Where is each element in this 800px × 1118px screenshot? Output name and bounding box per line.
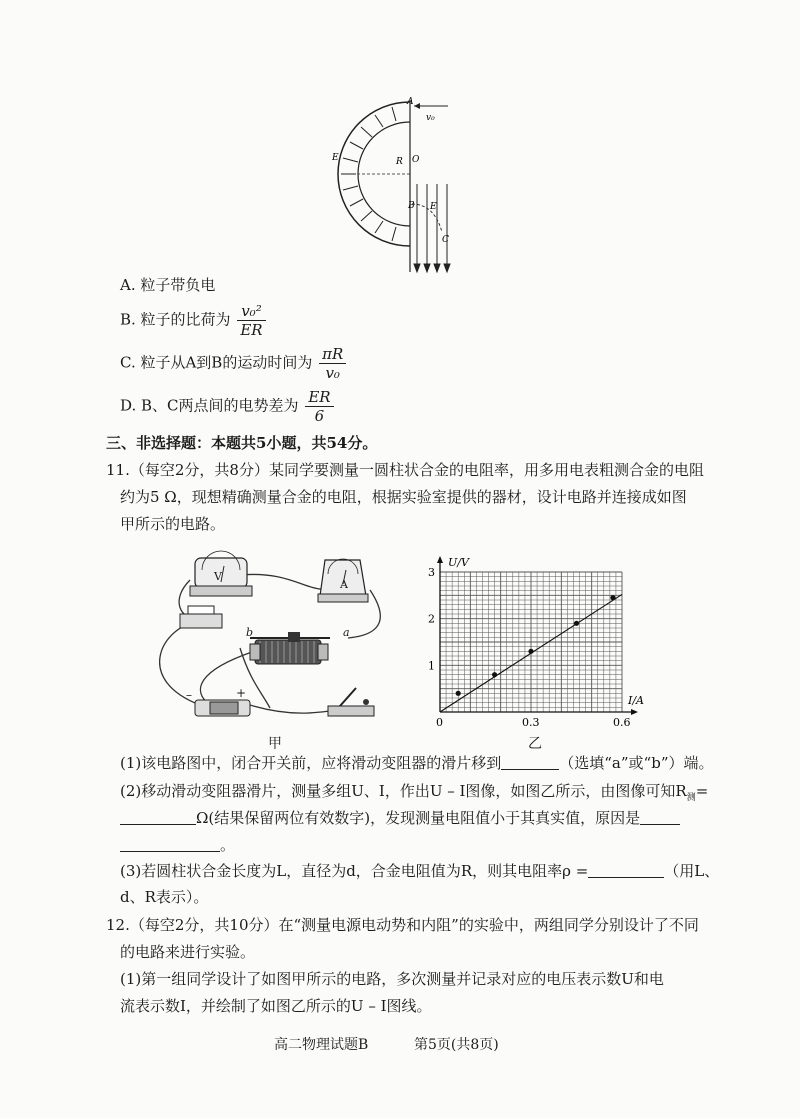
- q12-line4: 流表示数I，并绘制了如图乙所示的U – I图线。: [120, 997, 432, 1015]
- rheostat: [250, 632, 330, 664]
- option-b-fraction: [237, 302, 265, 339]
- q11-p2: [120, 780, 708, 803]
- option-b-text: B. 粒子的比荷为: [120, 310, 231, 329]
- label-r: R: [396, 157, 403, 167]
- circuit-label-a: A: [340, 578, 348, 591]
- x-tick-label: 0.3: [522, 716, 540, 729]
- battery: [195, 700, 250, 716]
- option-d-num: ER: [305, 388, 333, 407]
- fig-yi-caption: 乙: [528, 736, 542, 752]
- q11-p2-line2: [120, 807, 680, 828]
- footer-subject: 高二物理试题B: [274, 1037, 369, 1053]
- option-b-num: v₀²: [237, 302, 265, 321]
- q11-p1-text-b: （选填“a”或“b”）端。: [559, 754, 714, 772]
- label-b: B: [408, 201, 415, 211]
- data-point: [456, 691, 461, 696]
- x-tick-label: 0.6: [613, 716, 631, 729]
- label-e-left: E: [332, 153, 339, 163]
- option-d-den: 6: [314, 407, 325, 425]
- switch: [328, 688, 374, 716]
- q11-p1: [120, 752, 714, 773]
- q11-p3-line2: d、R表示）。: [120, 888, 209, 906]
- label-v0: v₀: [426, 113, 435, 123]
- q11-p2-text-b: Ω(结果保留两位有效数字)，发现测量电阻值小于其真实值，原因是: [196, 809, 641, 827]
- footer-page: 第5页(共8页): [414, 1037, 499, 1053]
- q12-line1: 12.（每空2分，共10分）在“测量电源电动势和内阻”的实验中，两组同学分别设计了不同: [106, 916, 699, 934]
- q11-p3: [120, 860, 719, 881]
- q11-p2-text-a: (2)移动滑动变阻器滑片，测量多组U、I，作出U – I图像，如图乙所示，由图像可知R: [120, 782, 687, 800]
- circuit-label-v: V: [214, 570, 222, 583]
- option-c: [120, 345, 346, 382]
- y-axis-arrow: [437, 556, 443, 563]
- x-tick-label: 0: [436, 716, 443, 729]
- q11-p3-text-b: （用L、: [664, 862, 720, 880]
- x-axis-arrow: [631, 709, 638, 715]
- option-b: [120, 302, 266, 339]
- data-point: [492, 672, 497, 677]
- circuit-label-b: b: [246, 626, 254, 639]
- y-tick-label: 3: [428, 566, 435, 579]
- option-c-den: v₀: [325, 364, 340, 382]
- data-point: [528, 649, 533, 654]
- y-axis-label: U/V: [448, 556, 469, 569]
- q12-line3: (1)第一组同学设计了如图甲所示的电路，多次测量并记录对应的电压表示数U和电: [120, 970, 664, 988]
- circuit-label-a-end: a: [343, 626, 350, 639]
- q11-p2-reason-blank-1[interactable]: [640, 810, 680, 825]
- option-c-num: πR: [319, 345, 346, 364]
- fig-jia-caption: 甲: [268, 736, 282, 752]
- data-point: [574, 621, 579, 626]
- data-point: [610, 595, 615, 600]
- label-o: O: [412, 155, 420, 165]
- option-a: A. 粒子带负电: [120, 276, 216, 294]
- alloy-resistor: [180, 606, 222, 628]
- label-c: C: [442, 235, 449, 245]
- battery-minus: –: [186, 688, 192, 702]
- semicircle-field-figure: [330, 92, 470, 277]
- q11-p1-answer-blank[interactable]: [501, 755, 559, 770]
- q11-p2-value-blank[interactable]: [120, 810, 196, 825]
- ui-graph-yi: [420, 550, 650, 730]
- battery-plus: +: [236, 686, 247, 700]
- q11-p2-line3: [120, 834, 235, 855]
- label-a: A: [407, 97, 414, 107]
- option-c-text: C. 粒子从A到B的运动时间为: [120, 353, 313, 372]
- q11-p2-text-c: 。: [220, 836, 236, 854]
- option-d: [120, 388, 334, 425]
- q11-line2: 约为5 Ω，现想精确测量合金的电阻，根据实验室提供的器材，设计电路并连接成如图: [120, 488, 687, 506]
- x-axis-label: I/A: [628, 694, 644, 707]
- label-e-right: E: [430, 202, 437, 212]
- option-d-text: D. B、C两点间的电势差为: [120, 396, 299, 415]
- q11-p2-reason-blank-2[interactable]: [120, 837, 220, 852]
- q11-p3-text-a: (3)若圆柱状合金长度为L，直径为d，合金电阻值为R，则其电阻率ρ =: [120, 862, 589, 880]
- q11-p2-equals: =: [695, 782, 709, 800]
- q11-p2-subscript: 测: [686, 793, 696, 803]
- q11-line3: 甲所示的电路。: [120, 515, 226, 533]
- q11-line1: 11.（每空2分，共8分）某同学要测量一圆柱状合金的电阻率，用多用电表粗测合金的电阻: [106, 461, 704, 479]
- circuit-figure-jia: [140, 540, 400, 750]
- q11-p3-answer-blank[interactable]: [588, 863, 664, 878]
- option-c-fraction: [319, 345, 346, 382]
- option-b-den: ER: [240, 321, 263, 339]
- y-tick-label: 2: [428, 612, 435, 626]
- section-3-heading: 三、非选择题：本题共5小题，共54分。: [106, 434, 378, 452]
- q11-p1-text-a: (1)该电路图中，闭合开关前，应将滑动变阻器的滑片移到: [120, 754, 502, 772]
- q12-line2: 的电路来进行实验。: [120, 943, 256, 961]
- option-d-fraction: [305, 388, 333, 425]
- y-tick-label: 1: [428, 659, 435, 673]
